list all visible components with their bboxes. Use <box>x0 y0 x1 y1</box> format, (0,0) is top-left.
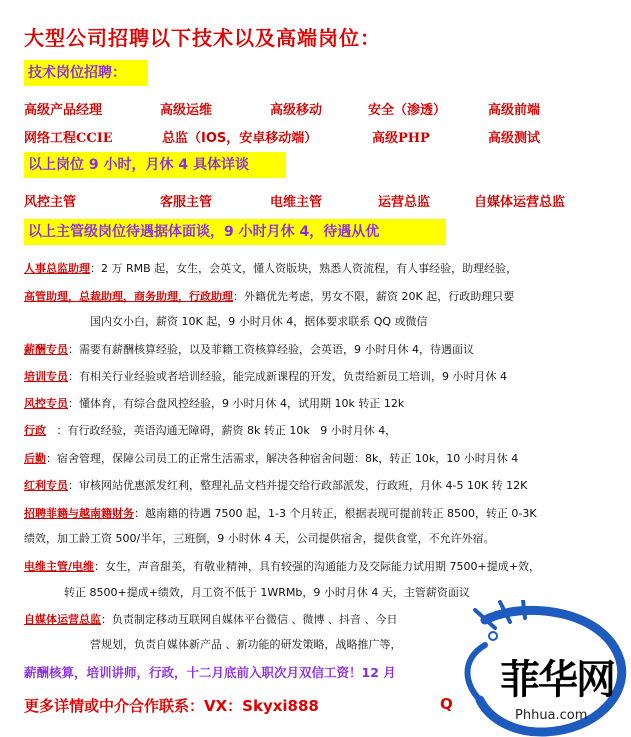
job-text: 2 万 RMB 起，女生，会英文，懂人资版块，熟悉人资流程，有人事经验，助理经验， <box>101 262 518 275</box>
manager-position: 运营总监 <box>378 195 431 210</box>
tech-position: 网络工程CCIE <box>24 131 113 146</box>
job-text: 外籍优先考虑，男女不限，薪资 20K 起，行政助理只要 <box>244 290 515 303</box>
job-sep: ： <box>46 452 57 465</box>
job-text: 懂体育，有综合盘风控经验，9 小时月休 4，试用期 10k 转正 12k <box>79 397 405 410</box>
job-text: 需要有薪酬核算经验，以及菲籍工资核算经验，会英语，9 小时月休 4，待遇面议 <box>79 343 474 356</box>
job-row <box>24 506 537 522</box>
logo-url: Phhua.com <box>515 708 588 723</box>
job-sep: ： <box>233 290 244 303</box>
page-title: 大型公司招聘以下技术以及高端岗位： <box>24 26 381 50</box>
manager-position: 自媒体运营总监 <box>474 195 566 210</box>
job-label: 人事总监助理 <box>24 262 90 275</box>
manager-position: 客服主管 <box>160 195 213 210</box>
manager-note: 以上主管级岗位待遇据体面谈，9 小时月休 4，待遇从优 <box>24 219 446 245</box>
job-label: 薪酬专员 <box>24 343 68 356</box>
job-sep: ： <box>68 397 79 410</box>
tech-position: 高级测试 <box>488 131 541 146</box>
job-row-continued: 绩效，加工龄工资 500/半年，三班倒，9 小时休 4 天，公司提供宿舍，提供食堂，不允许外宿。 <box>24 532 495 545</box>
job-label: 电维主管/电维 <box>24 560 95 573</box>
manager-position: 电维主管 <box>270 195 323 210</box>
job-label: 自媒体运营总监 <box>24 613 101 626</box>
tech-position: 高级前端 <box>488 103 541 118</box>
tech-position: 高级运维 <box>160 103 213 118</box>
job-text: 审核网站优惠派发红利，整理礼品文档并提交给行政部派发，行政班，月休 4-5 10K 转 12K <box>79 479 528 492</box>
manager-position: 风控主管 <box>24 195 77 210</box>
job-label: 风控专员 <box>24 397 68 410</box>
job-row-continued: 转正 8500+提成+绩效，月工资不低于 1WRMb，9 小时月休 4 天，主管薪资面议 <box>64 586 470 599</box>
tech-position: 高级产品经理 <box>24 103 103 118</box>
job-sep: ： <box>68 343 79 356</box>
job-text: 有相关行业经验或者培训经验，能完成新课程的开发，负责给新员工培训，9 小时月休 4 <box>79 370 507 383</box>
tech-position: 高级移动 <box>270 103 323 118</box>
job-sep: ： <box>68 370 79 383</box>
job-label: 后勤 <box>24 452 46 465</box>
purple-notice: 薪酬核算，培训讲师，行政，十二月底前入职次月双信工资！12 月 <box>24 665 396 680</box>
job-sep: ： <box>94 560 106 573</box>
tech-note: 以上岗位 9 小时，月休 4 具体详谈 <box>24 152 286 178</box>
job-text: 有行政经验，英语沟通无障碍，薪资 8k 转正 10k 9 小时月休 4， <box>67 424 397 437</box>
job-text: 宿舍管理，保障公司员工的正常生活需求，解决各种宿舍问题：8k，转正 10k，10 小时月休 4 <box>57 452 519 465</box>
job-label: 行政 <box>24 424 46 437</box>
job-row <box>24 396 404 412</box>
job-sep: ： <box>90 262 101 275</box>
job-row <box>24 559 540 575</box>
contact-line: 更多详情或中介合作联系：VX：Skyxi888 <box>24 697 319 715</box>
job-label: 高管助理，总裁助理，商务助理，行政助理 <box>24 290 233 303</box>
job-row <box>24 478 527 494</box>
job-row-continued: 国内女小白，薪资 10K 起，9 小时月休 4，据体要求联系 QQ 或微信 <box>90 315 428 328</box>
job-label: 培训专员 <box>24 370 68 383</box>
tech-position: 安全（渗透） <box>368 103 447 118</box>
tech-position: 总监（IOS，安卓移动端） <box>162 131 318 146</box>
job-row <box>24 369 507 385</box>
job-row <box>24 289 514 305</box>
job-row <box>24 612 398 628</box>
job-row-continued: 营规划，负责自媒体新产品 、新功能的研发策略，战略推广等， <box>90 638 402 651</box>
job-label: 红利专员 <box>24 479 68 492</box>
job-row <box>24 423 396 439</box>
job-sep: ： <box>68 479 79 492</box>
job-label: 招聘菲籍与越南籍财务 <box>24 507 134 520</box>
job-text: 负责制定移动互联网自媒体平台微信 、微博 、抖音 、今日 <box>112 613 398 626</box>
job-row <box>24 451 518 467</box>
job-row <box>24 261 517 277</box>
tech-header: 技术岗位招聘： <box>24 60 148 86</box>
logo-text: 菲华网 <box>500 656 614 703</box>
tech-position: 高级PHP <box>372 131 430 146</box>
job-sep: ： <box>134 507 145 520</box>
job-text: 越南籍的待遇 7500 起，1-3 个月转正，根据表现可提前转正 8500，转正 0-3K <box>145 507 537 520</box>
job-sep: ： <box>101 613 112 626</box>
job-sep: ： <box>46 424 68 437</box>
contact-tail: Q <box>440 695 453 713</box>
job-text: 女生，声音甜美，有敬业精神，具有较强的沟通能力及交际能力试用期 7500+提成+效， <box>105 560 540 573</box>
job-row <box>24 342 474 358</box>
